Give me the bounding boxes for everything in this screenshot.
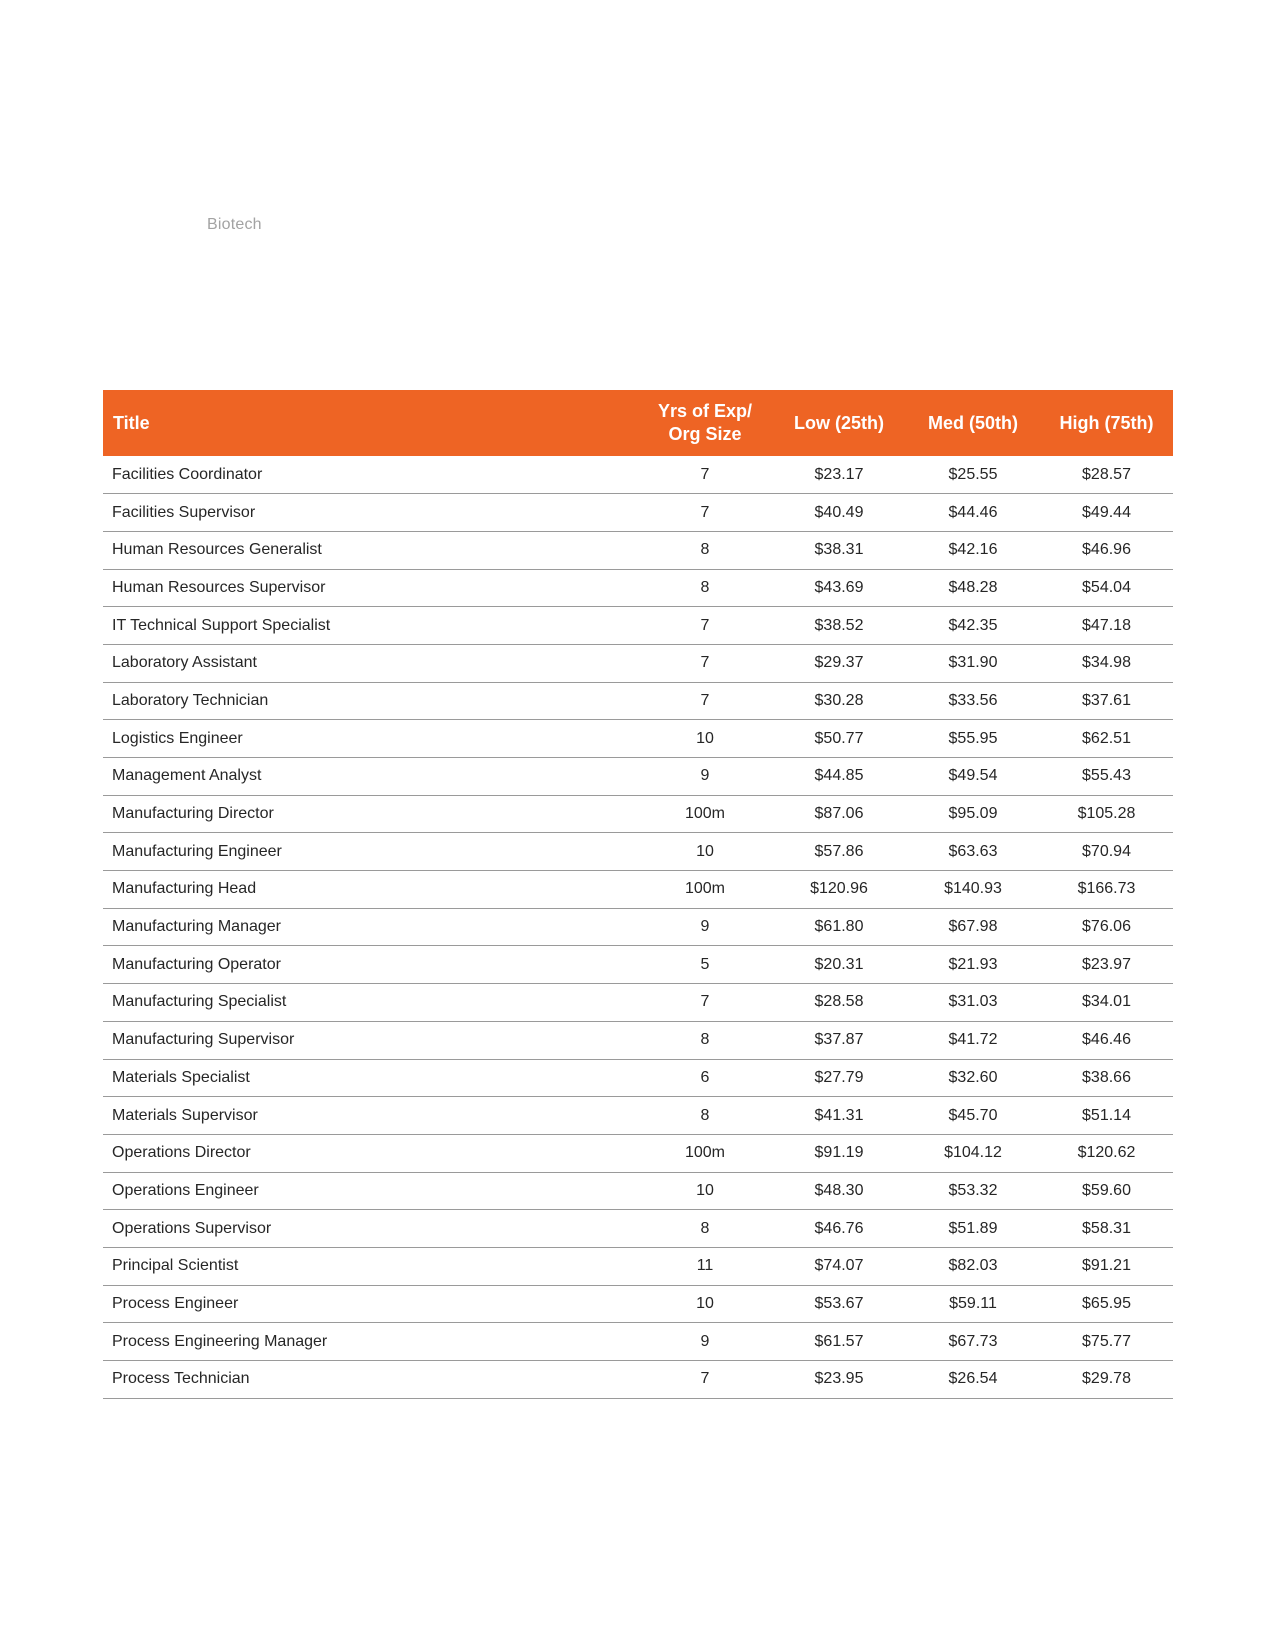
cell-title: Human Resources Generalist <box>103 531 638 569</box>
cell-low: $28.58 <box>772 984 906 1022</box>
cell-high: $34.98 <box>1040 644 1173 682</box>
cell-yrs-org-size: 11 <box>638 1247 772 1285</box>
cell-yrs-org-size: 8 <box>638 569 772 607</box>
cell-low: $48.30 <box>772 1172 906 1210</box>
cell-high: $75.77 <box>1040 1323 1173 1361</box>
cell-low: $23.17 <box>772 456 906 494</box>
cell-yrs-org-size: 7 <box>638 644 772 682</box>
cell-low: $38.31 <box>772 531 906 569</box>
table-row <box>103 456 1173 494</box>
cell-med: $42.16 <box>906 531 1040 569</box>
cell-med: $41.72 <box>906 1021 1040 1059</box>
cell-high: $76.06 <box>1040 908 1173 946</box>
cell-high: $46.46 <box>1040 1021 1173 1059</box>
cell-yrs-org-size: 100m <box>638 795 772 833</box>
table-row <box>103 833 1173 871</box>
cell-high: $23.97 <box>1040 946 1173 984</box>
cell-title: Manufacturing Supervisor <box>103 1021 638 1059</box>
cell-yrs-org-size: 7 <box>638 456 772 494</box>
header-low: Low (25th) <box>794 412 884 433</box>
cell-yrs-org-size: 6 <box>638 1059 772 1097</box>
cell-high: $166.73 <box>1040 871 1173 909</box>
cell-med: $51.89 <box>906 1210 1040 1248</box>
table-row <box>103 531 1173 569</box>
header-title: Title <box>113 412 150 433</box>
cell-title: Materials Specialist <box>103 1059 638 1097</box>
table-row <box>103 1247 1173 1285</box>
cell-title: Manufacturing Manager <box>103 908 638 946</box>
section-label: Biotech <box>207 216 262 233</box>
header-yrs-org-size <box>638 390 772 456</box>
cell-high: $120.62 <box>1040 1134 1173 1172</box>
table-header <box>103 390 1173 456</box>
header-yrs-line1: Yrs of Exp/ <box>657 401 753 421</box>
cell-low: $27.79 <box>772 1059 906 1097</box>
cell-high: $29.78 <box>1040 1361 1173 1399</box>
cell-title: Human Resources Supervisor <box>103 569 638 607</box>
cell-title: Laboratory Assistant <box>103 644 638 682</box>
cell-med: $42.35 <box>906 607 1040 645</box>
cell-med: $48.28 <box>906 569 1040 607</box>
table-row <box>103 1361 1173 1399</box>
table-body <box>103 456 1173 1398</box>
cell-yrs-org-size: 7 <box>638 607 772 645</box>
cell-med: $55.95 <box>906 720 1040 758</box>
cell-low: $38.52 <box>772 607 906 645</box>
cell-med: $104.12 <box>906 1134 1040 1172</box>
cell-med: $45.70 <box>906 1097 1040 1135</box>
cell-low: $57.86 <box>772 833 906 871</box>
cell-low: $61.80 <box>772 908 906 946</box>
table-row <box>103 1097 1173 1135</box>
cell-low: $61.57 <box>772 1323 906 1361</box>
cell-title: Laboratory Technician <box>103 682 638 720</box>
table-row <box>103 1021 1173 1059</box>
cell-yrs-org-size: 100m <box>638 871 772 909</box>
cell-high: $54.04 <box>1040 569 1173 607</box>
table-row <box>103 682 1173 720</box>
cell-yrs-org-size: 10 <box>638 1285 772 1323</box>
cell-med: $44.46 <box>906 494 1040 532</box>
cell-yrs-org-size: 100m <box>638 1134 772 1172</box>
cell-title: Principal Scientist <box>103 1247 638 1285</box>
table-row <box>103 984 1173 1022</box>
header-med: Med (50th) <box>928 412 1018 433</box>
cell-low: $30.28 <box>772 682 906 720</box>
cell-low: $20.31 <box>772 946 906 984</box>
cell-low: $29.37 <box>772 644 906 682</box>
cell-title: IT Technical Support Specialist <box>103 607 638 645</box>
table-row <box>103 1210 1173 1248</box>
cell-title: Manufacturing Engineer <box>103 833 638 871</box>
cell-high: $34.01 <box>1040 984 1173 1022</box>
cell-med: $31.03 <box>906 984 1040 1022</box>
cell-yrs-org-size: 8 <box>638 1021 772 1059</box>
table-row <box>103 569 1173 607</box>
cell-high: $46.96 <box>1040 531 1173 569</box>
cell-med: $59.11 <box>906 1285 1040 1323</box>
cell-high: $59.60 <box>1040 1172 1173 1210</box>
cell-low: $87.06 <box>772 795 906 833</box>
cell-med: $32.60 <box>906 1059 1040 1097</box>
cell-yrs-org-size: 9 <box>638 1323 772 1361</box>
cell-yrs-org-size: 10 <box>638 720 772 758</box>
table-row <box>103 1134 1173 1172</box>
table-row <box>103 720 1173 758</box>
cell-med: $49.54 <box>906 758 1040 796</box>
cell-title: Facilities Coordinator <box>103 456 638 494</box>
table-row <box>103 644 1173 682</box>
cell-med: $31.90 <box>906 644 1040 682</box>
cell-yrs-org-size: 9 <box>638 758 772 796</box>
cell-med: $63.63 <box>906 833 1040 871</box>
cell-low: $37.87 <box>772 1021 906 1059</box>
cell-title: Process Engineer <box>103 1285 638 1323</box>
cell-title: Manufacturing Operator <box>103 946 638 984</box>
cell-low: $43.69 <box>772 569 906 607</box>
cell-yrs-org-size: 5 <box>638 946 772 984</box>
cell-low: $46.76 <box>772 1210 906 1248</box>
cell-high: $91.21 <box>1040 1247 1173 1285</box>
cell-high: $55.43 <box>1040 758 1173 796</box>
cell-yrs-org-size: 7 <box>638 682 772 720</box>
cell-yrs-org-size: 8 <box>638 531 772 569</box>
table-row <box>103 908 1173 946</box>
table-row <box>103 1172 1173 1210</box>
table-row <box>103 1059 1173 1097</box>
cell-med: $67.98 <box>906 908 1040 946</box>
cell-med: $21.93 <box>906 946 1040 984</box>
cell-yrs-org-size: 10 <box>638 1172 772 1210</box>
cell-med: $53.32 <box>906 1172 1040 1210</box>
cell-yrs-org-size: 7 <box>638 1361 772 1399</box>
cell-yrs-org-size: 8 <box>638 1210 772 1248</box>
cell-high: $49.44 <box>1040 494 1173 532</box>
cell-title: Operations Engineer <box>103 1172 638 1210</box>
cell-high: $28.57 <box>1040 456 1173 494</box>
cell-low: $23.95 <box>772 1361 906 1399</box>
cell-title: Manufacturing Specialist <box>103 984 638 1022</box>
cell-med: $67.73 <box>906 1323 1040 1361</box>
cell-title: Process Engineering Manager <box>103 1323 638 1361</box>
cell-high: $62.51 <box>1040 720 1173 758</box>
cell-title: Facilities Supervisor <box>103 494 638 532</box>
cell-yrs-org-size: 9 <box>638 908 772 946</box>
cell-title: Manufacturing Director <box>103 795 638 833</box>
cell-low: $50.77 <box>772 720 906 758</box>
table-row <box>103 607 1173 645</box>
cell-title: Process Technician <box>103 1361 638 1399</box>
cell-high: $51.14 <box>1040 1097 1173 1135</box>
cell-low: $41.31 <box>772 1097 906 1135</box>
cell-high: $38.66 <box>1040 1059 1173 1097</box>
cell-low: $53.67 <box>772 1285 906 1323</box>
cell-med: $82.03 <box>906 1247 1040 1285</box>
cell-high: $105.28 <box>1040 795 1173 833</box>
cell-low: $91.19 <box>772 1134 906 1172</box>
table-row <box>103 871 1173 909</box>
table-row <box>103 494 1173 532</box>
cell-title: Operations Supervisor <box>103 1210 638 1248</box>
cell-title: Manufacturing Head <box>103 871 638 909</box>
cell-title: Operations Director <box>103 1134 638 1172</box>
cell-low: $74.07 <box>772 1247 906 1285</box>
cell-high: $37.61 <box>1040 682 1173 720</box>
salary-table <box>103 390 1173 1399</box>
table-row <box>103 946 1173 984</box>
cell-yrs-org-size: 10 <box>638 833 772 871</box>
cell-yrs-org-size: 7 <box>638 494 772 532</box>
cell-med: $26.54 <box>906 1361 1040 1399</box>
cell-title: Materials Supervisor <box>103 1097 638 1135</box>
table-row <box>103 758 1173 796</box>
cell-low: $40.49 <box>772 494 906 532</box>
cell-med: $33.56 <box>906 682 1040 720</box>
cell-yrs-org-size: 8 <box>638 1097 772 1135</box>
cell-high: $47.18 <box>1040 607 1173 645</box>
cell-title: Logistics Engineer <box>103 720 638 758</box>
table-row <box>103 1285 1173 1323</box>
cell-high: $65.95 <box>1040 1285 1173 1323</box>
cell-low: $44.85 <box>772 758 906 796</box>
cell-title: Management Analyst <box>103 758 638 796</box>
cell-low: $120.96 <box>772 871 906 909</box>
header-row <box>103 390 1173 456</box>
cell-yrs-org-size: 7 <box>638 984 772 1022</box>
table-row <box>103 795 1173 833</box>
cell-med: $25.55 <box>906 456 1040 494</box>
cell-high: $58.31 <box>1040 1210 1173 1248</box>
cell-high: $70.94 <box>1040 833 1173 871</box>
cell-med: $95.09 <box>906 795 1040 833</box>
table-row <box>103 1323 1173 1361</box>
header-yrs-line2: Org Size <box>668 424 742 444</box>
cell-med: $140.93 <box>906 871 1040 909</box>
header-high: High (75th) <box>1059 412 1154 433</box>
